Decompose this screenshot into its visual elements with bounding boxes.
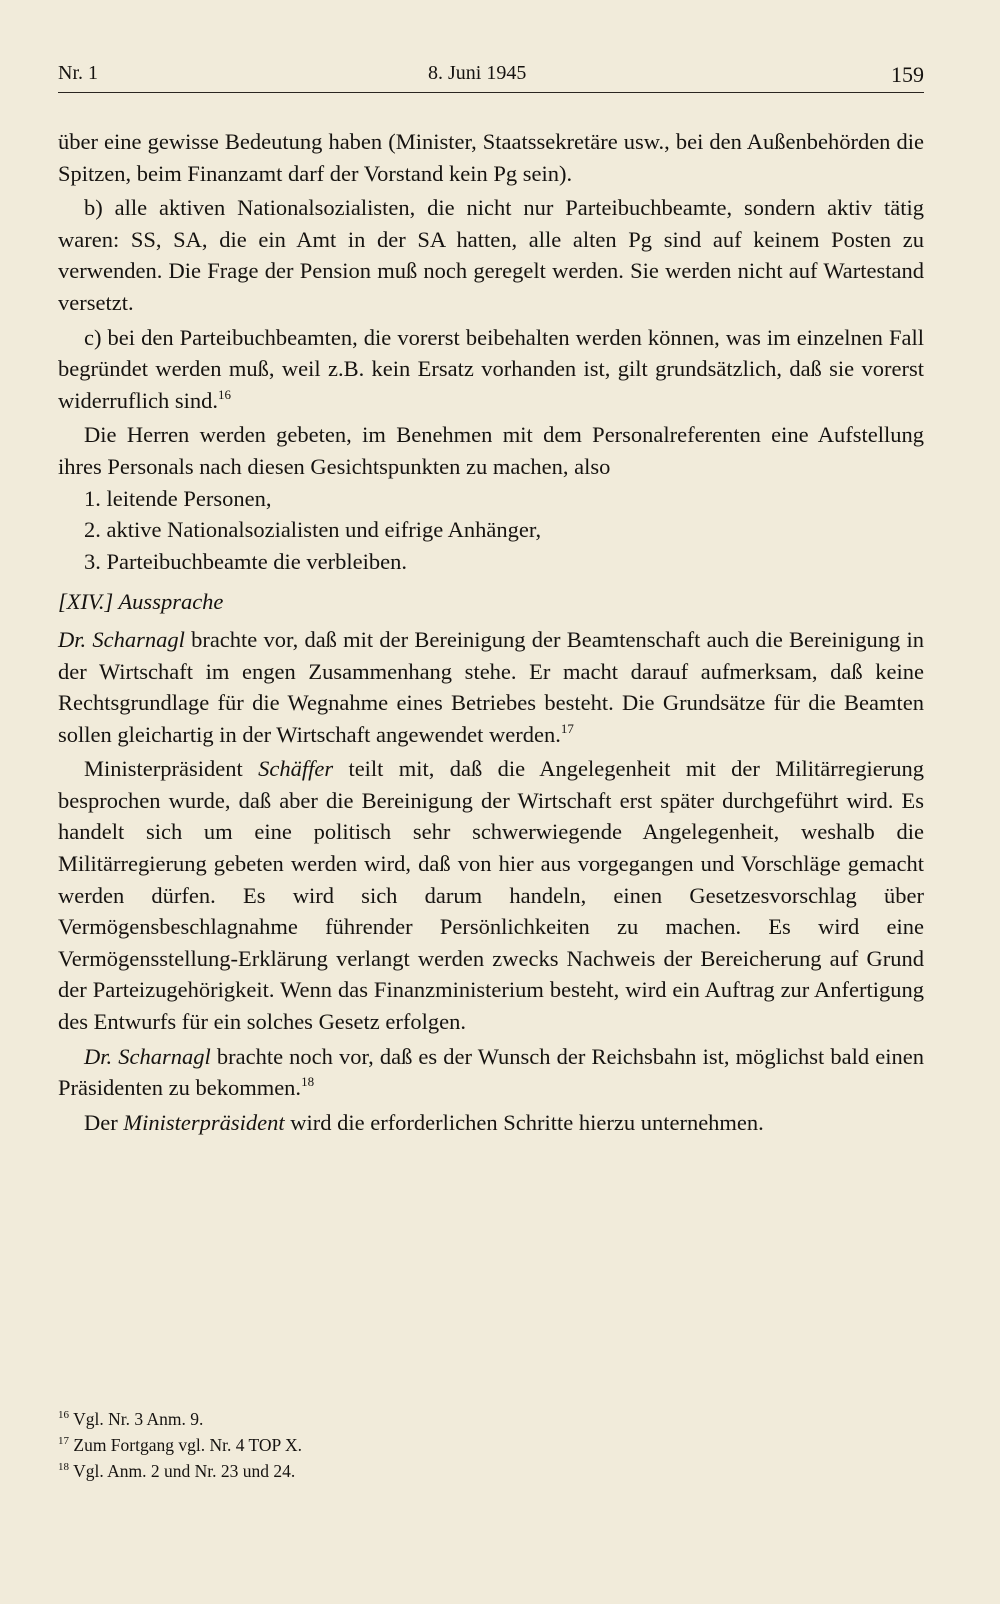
paragraph-text-prefix: Der <box>84 1109 124 1135</box>
paragraph-text: teilt mit, daß die Angelegenheit mit der Militärregierung besprochen wurde, daß aber die Bereinigung der Wirtschaft erst später durchgeführt wird. Es handelt sich um eine politisch sehr schwerwiegende Angelegenheit, weshalb die Militärregierung gebeten werden wird, daß von hier aus vorgegangen und Vorschläge gemacht werden dürfen. Es wird sich darum handeln, einen Gesetzesvorschlag über Vermögensbeschlagnahme führender Persönlichkeiten zu machen. Es wird eine Vermögensstellung-Erklärung verlangt werden zwecks Nachweis der Bereicherung auf Grund der Parteizugehörigkeit. Wenn das Finanzministerium besteht, wird ein Auftrag zur Anfertigung des Entwurfs für ein solches Gesetz erfolgen. <box>58 756 924 1035</box>
footnote <box>58 1406 924 1432</box>
footnote-ref-16[interactable]: 16 <box>217 386 231 402</box>
paragraph-text: brachte vor, daß mit der Bereinigung der Beamtenschaft auch die Bereinigung in der Wirtschaft im engen Zusammenhang stehe. Er macht darauf aufmerksam, daß keine Rechtsgrundlage für die Wegnahme eines Betriebes besteht. Die Grundsätze für die Beamten sollen gleichartig in der Wirtschaft angewendet werden. <box>58 626 924 747</box>
section-heading <box>58 586 924 618</box>
footnote-number: 17 <box>58 1435 69 1447</box>
footnote-number: 18 <box>58 1461 69 1473</box>
footnotes <box>58 1406 924 1484</box>
main-text <box>58 126 924 1138</box>
paragraph-ministerpraesident <box>58 1107 924 1139</box>
page-number: 159 <box>891 62 924 87</box>
paragraph-schaeffer <box>58 753 924 1037</box>
list-item: 1. leitende Personen, <box>84 485 272 511</box>
list-item: 3. Parteibuchbeamte die verbleiben. <box>84 548 407 574</box>
running-header <box>58 58 924 93</box>
footnote-number: 16 <box>58 1409 69 1421</box>
header-date: 8. Juni 1945 <box>428 62 527 84</box>
paragraph-scharnagl-1 <box>58 624 924 750</box>
speaker-name: Schäffer <box>258 756 334 782</box>
section-number: [XIV.] <box>58 589 114 615</box>
paragraph-scharnagl-2 <box>58 1041 924 1104</box>
speaker-name: Dr. Scharnagl <box>58 626 185 652</box>
header-document-number: Nr. 1 <box>58 62 98 84</box>
paragraph-text-prefix: Ministerpräsident <box>84 756 259 782</box>
footnote-text: Zum Fortgang vgl. Nr. 4 TOP X. <box>73 1435 303 1455</box>
speaker-name: Ministerpräsident <box>123 1109 285 1135</box>
list-item: 2. aktive Nationalsozialisten und eifrige Anhänger, <box>84 517 542 543</box>
footnote-text: Vgl. Nr. 3 Anm. 9. <box>73 1409 204 1429</box>
numbered-list <box>58 483 924 578</box>
speaker-name: Dr. Scharnagl <box>84 1043 211 1069</box>
paragraph-item-c-text: c) bei den Parteibuchbeamten, die vorerst beibehalten werden können, was im einzelnen Fall begründet werden muß, weil z.B. kein Ersatz vorhanden ist, gilt grundsätzlich, daß sie vorerst widerruflich sind. <box>58 324 924 413</box>
footnote-text: Vgl. Anm. 2 und Nr. 23 und 24. <box>73 1461 296 1481</box>
paragraph-item-b: b) alle aktiven Nationalsozialisten, die nicht nur Parteibuchbeamte, sondern aktiv tätig waren: SS, SA, die ein Amt in der SA hatten, alle alten Pg sind auf keinem Posten zu verwenden. Die Frage der Pension muß noch geregelt werden. Sie werden nicht auf Wartestand versetzt. <box>58 195 924 315</box>
paragraph-item-c <box>58 322 924 417</box>
section-title: Aussprache <box>118 589 224 615</box>
footnote-ref-17[interactable]: 17 <box>560 720 574 736</box>
paragraph-text: brachte noch vor, daß es der Wunsch der Reichsbahn ist, möglichst bald einen Präsidenten zu bekommen. <box>58 1043 924 1101</box>
footnote <box>58 1432 924 1458</box>
paragraph-continuation: über eine gewisse Bedeutung haben (Minister, Staatssekretäre usw., bei den Außenbehörden die Spitzen, beim Finanzamt darf der Vorstand kein Pg sein). <box>58 129 924 186</box>
footnote <box>58 1458 924 1484</box>
paragraph-text: wird die erforderlichen Schritte hierzu unternehmen. <box>284 1109 764 1135</box>
paragraph-instructions: Die Herren werden gebeten, im Benehmen mit dem Personalreferenten eine Aufstellung ihres Personals nach diesen Gesichtspunkten zu machen, also <box>58 422 924 479</box>
footnote-ref-18[interactable]: 18 <box>301 1074 315 1090</box>
